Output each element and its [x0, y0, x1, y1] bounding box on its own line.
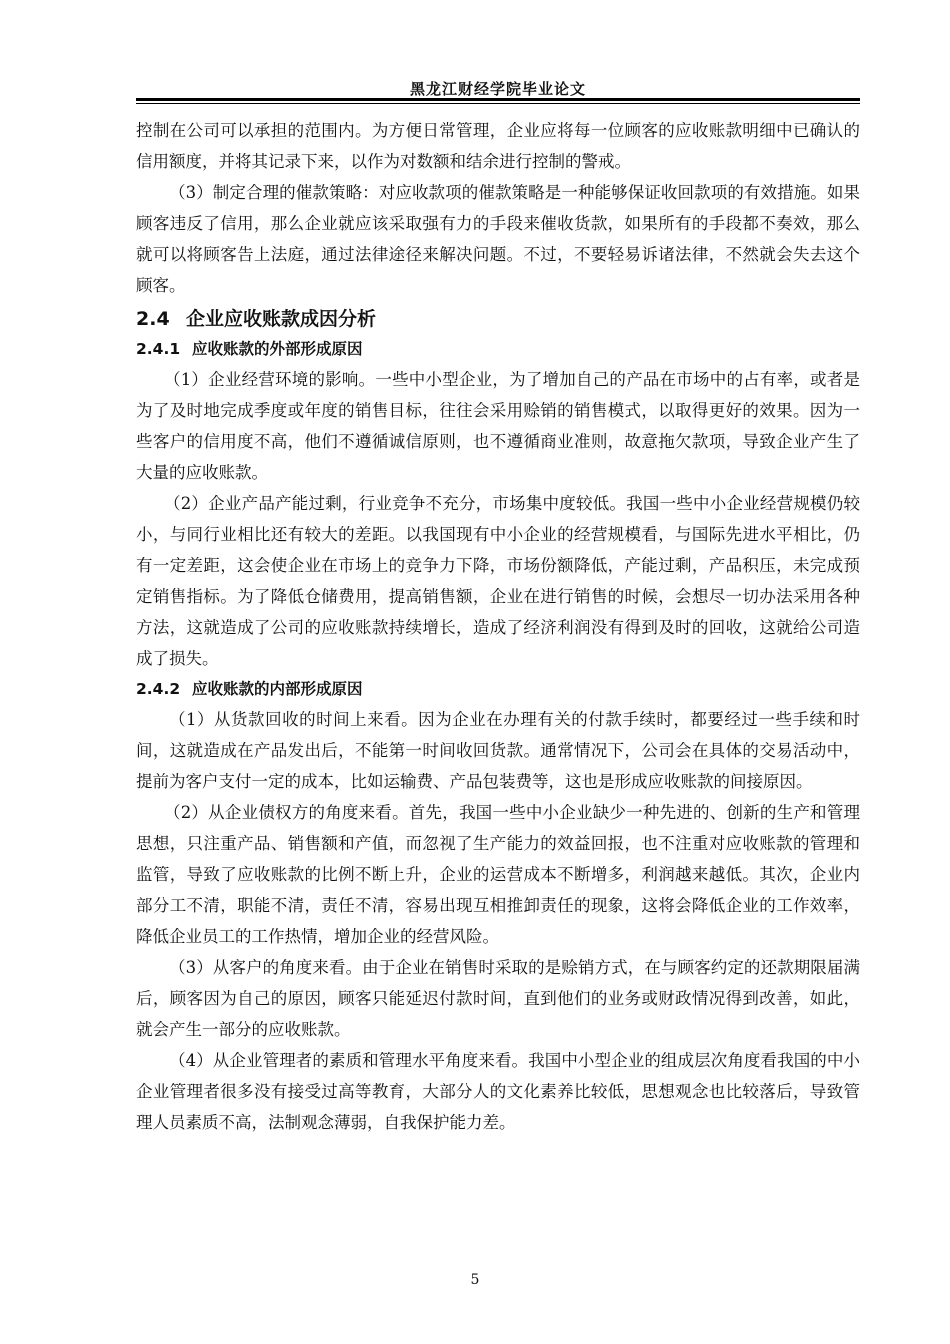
subsection-title: 应收账款的外部形成原因 [192, 340, 363, 358]
subsection-title: 应收账款的内部形成原因 [192, 680, 363, 698]
paragraph-external-2: （2）企业产品产能过剩，行业竞争不充分，市场集中度较低。我国一些中小企业经营规模仍较小，与同行业相比还有较大的差距。以我国现有中小企业的经营规模看，与国际先进水平相比，仍有一定差距，这会使企业在市场上的竞争力下降，市场份额降低，产能过剩，产品积压，未完成预定销售指标。为了降低仓储费用，提高销售额，企业在进行销售的时候，会想尽一切办法采用各种方法，这就造成了公司的应收账款持续增长，造成了经济利润没有得到及时的回收，这就给公司造成了损失。 [136, 494, 860, 668]
subsection-number: 2.4.1 [136, 340, 181, 358]
section-number: 2.4 [136, 308, 170, 330]
section-heading-2-4 [136, 301, 860, 334]
subsection-heading-2-4-1 [136, 334, 860, 364]
section-title: 企业应收账款成因分析 [186, 308, 377, 330]
paragraph-internal-2: （2）从企业债权方的角度来看。首先，我国一些中小企业缺少一种先进的、创新的生产和管理思想，只注重产品、销售额和产值，而忽视了生产能力的效益回报，也不注重对应收账款的管理和监管，导致了应收账款的比例不断上升，企业的运营成本不断增多，利润越来越低。其次，企业内部分工不清，职能不清，责任不清，容易出现互相推卸责任的现象，这将会降低企业的工作效率，降低企业员工的工作热情，增加企业的经营风险。 [136, 803, 860, 946]
paragraph-collection-strategy: （3）制定合理的催款策略：对应收款项的催款策略是一种能够保证收回款项的有效措施。如果顾客违反了信用，那么企业就应该采取强有力的手段来催收货款，如果所有的手段都不奏效，那么就可以将顾客告上法庭，通过法律途径来解决问题。不过，不要轻易诉诸法律，不然就会失去这个顾客。 [136, 183, 860, 295]
subsection-heading-2-4-2 [136, 674, 860, 704]
page-body [136, 115, 860, 1138]
paragraph-internal-3: （3）从客户的角度来看。由于企业在销售时采取的是赊销方式，在与顾客约定的还款期限届满后，顾客因为自己的原因，顾客只能延迟付款时间，直到他们的业务或财政情况得到改善，如此，就会产生一部分的应收账款。 [136, 958, 860, 1039]
header-title: 黑龙江财经学院毕业论文 [409, 80, 586, 98]
header-rule-thin [136, 103, 860, 104]
paragraph-internal-4: （4）从企业管理者的素质和管理水平角度来看。我国中小型企业的组成层次角度看我国的中小企业管理者很多没有接受过高等教育，大部分人的文化素养比较低，思想观念也比较落后，导致管理人员素质不高，法制观念薄弱，自我保护能力差。 [136, 1051, 860, 1132]
subsection-number: 2.4.2 [136, 680, 181, 698]
page-number: 5 [470, 1272, 480, 1288]
page-header [136, 78, 860, 104]
paragraph-internal-1: （1）从货款回收的时间上来看。因为企业在办理有关的付款手续时，都要经过一些手续和时间，这就造成在产品发出后，不能第一时间收回货款。通常情况下，公司会在具体的交易活动中，提前为客户支付一定的成本，比如运输费、产品包装费等，这也是形成应收账款的间接原因。 [136, 710, 860, 791]
paragraph-credit-limit: 控制在公司可以承担的范围内。为方便日常管理，企业应将每一位顾客的应收账款明细中已确认的信用额度，并将其记录下来，以作为对数额和结余进行控制的警戒。 [136, 121, 860, 171]
paragraph-external-1: （1）企业经营环境的影响。一些中小型企业，为了增加自己的产品在市场中的占有率，或者是为了及时地完成季度或年度的销售目标，往往会采用赊销的销售模式，以取得更好的效果。因为一些客户的信用度不高，他们不遵循诚信原则，也不遵循商业准则，故意拖欠款项，导致企业产生了大量的应收账款。 [136, 370, 860, 482]
header-rule-thick [136, 98, 860, 101]
